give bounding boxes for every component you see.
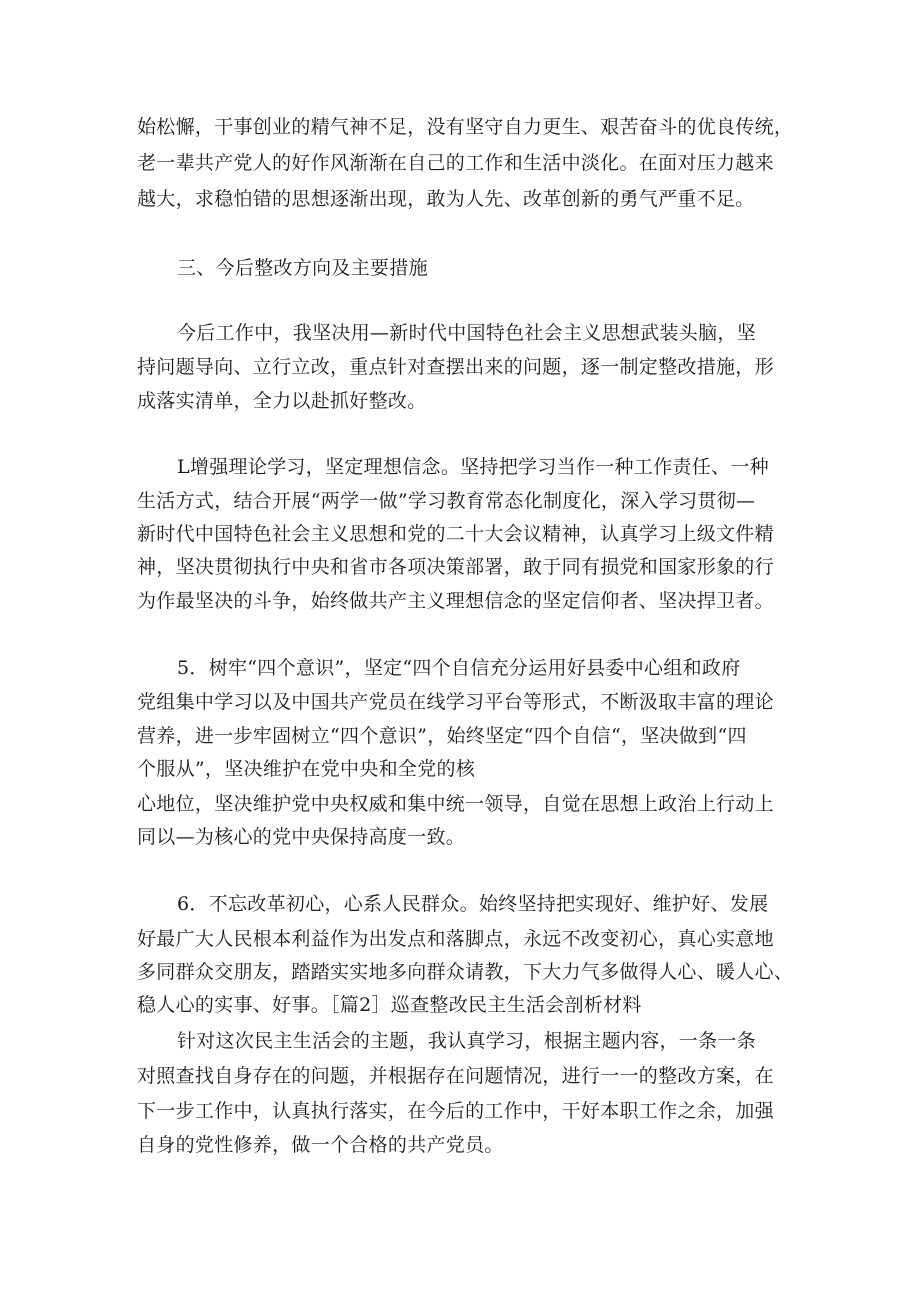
text-line: 心地位，坚决维护党中央权威和集中统一领导，自觉在思想上政治上行动上 xyxy=(137,793,774,815)
text-line: 始松懈，干事创业的精气神不足，没有坚守自力更生、艰苦奋斗的优良传统， xyxy=(137,116,794,138)
text-line: 越大，求稳怕错的思想逐渐出现，敢为人先、改革创新的勇气严重不足。 xyxy=(137,188,755,210)
section-heading: 三、今后整改方向及主要措施 xyxy=(177,257,428,279)
text-line: 稳人心的实事、好事。［篇2］巡查整改民主生活会剖析材料 xyxy=(137,994,642,1016)
text-line: 今后工作中，我坚决用—新时代中国特色社会主义思想武装头脑，坚 xyxy=(177,322,757,344)
text-line: 持问题导向、立行立改，重点针对查摆出来的问题，逐一制定整改措施，形 xyxy=(137,356,774,378)
text-line: 生活方式，结合开展“两学一做”学习教育常态化制度化，深入学习贯彻— xyxy=(137,490,756,512)
text-line: 成落实清单，全力以赴抓好整改。 xyxy=(137,390,427,412)
text-line: 同以—为核心的党中央保持高度一致。 xyxy=(137,826,466,848)
text-line: 多同群众交朋友，踏踏实实地多向群众请教，下大力气多做得人心、暖人心、 xyxy=(137,961,794,983)
text-line: L增强理论学习，坚定理想信念。坚持把学习当作一种工作责任、一种 xyxy=(177,456,769,478)
text-line: 个服从”，坚决维护在党中央和全党的核 xyxy=(137,758,476,780)
text-line: 自身的党性修养，做一个合格的共产党员。 xyxy=(137,1134,504,1156)
text-line: 下一步工作中，认真执行落实，在今后的工作中，干好本职工作之余，加强 xyxy=(137,1100,774,1122)
text-line: 营养，进一步牢固树立“四个意识”，始终坚定“四个自信“，坚决做到“四 xyxy=(137,725,747,747)
text-line: 神，坚决贯彻执行中央和省市各项决策部署，敢于同有损党和国家形象的行 xyxy=(137,556,774,578)
text-line: 5．树牢“四个意识”，坚定“四个自信充分运用好县委中心组和政府 xyxy=(177,657,741,679)
text-line: 6．不忘改革初心，心系人民群众。始终坚持把实现好、维护好、发展 xyxy=(177,893,769,915)
text-line: 对照查找自身存在的问题，并根据存在问题情况，进行一一的整改方案，在 xyxy=(137,1065,774,1087)
text-line: 党组集中学习以及中国共产党员在线学习平台等形式，不断汲取丰富的理论 xyxy=(137,691,774,713)
text-line: 针对这次民主生活会的主题，我认真学习，根据主题内容，一条一条 xyxy=(177,1030,757,1052)
text-line: 为作最坚决的斗争，始终做共产主义理想信念的坚定信仰者、坚决捍卫者。 xyxy=(137,590,774,612)
text-line: 好最广大人民根本利益作为出发点和落脚点，永远不改变初心，真心实意地 xyxy=(137,928,774,950)
text-line: 老一辈共产党人的好作风渐渐在自己的工作和生活中淡化。在面对压力越来 xyxy=(137,152,774,174)
text-line: 新时代中国特色社会主义思想和党的二十大会议精神，认真学习上级文件精 xyxy=(137,523,774,545)
